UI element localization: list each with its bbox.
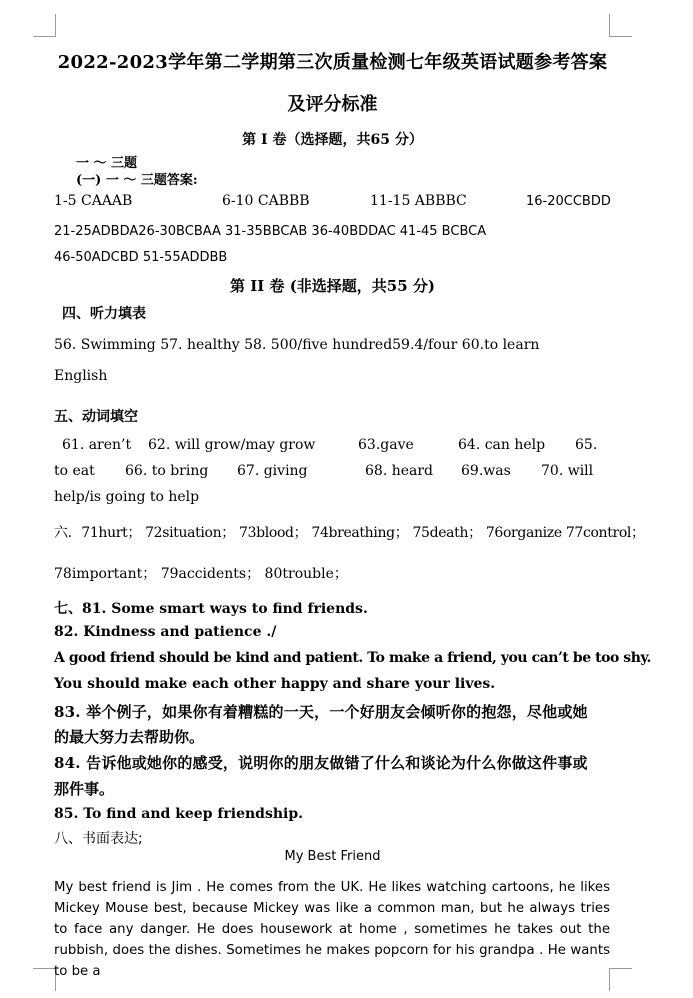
verb-answer: 68. heard (365, 463, 434, 479)
section1-sub: (一) 一 ～ 三题答案: (76, 173, 198, 188)
verb-answer: 63.gave (358, 437, 414, 453)
part1-heading: 第 I 卷（选择题，共65 分） (242, 132, 423, 148)
answer-group: 1-5 CAAAB (54, 193, 133, 209)
essay-body: My best friend is Jim . He comes from the UK. He likes watching cartoons, he likes Mickey Mouse best, because Mickey was like a common man, but he always tries to face any danger. He does housework at home , sometimes he takes out the rubbish, does the dishes. Sometimes he makes popcorn for his grandpa . He wants to be a (54, 880, 610, 979)
section8-heading: 八、书面表达; (54, 831, 143, 847)
page-corner-mark (609, 14, 632, 37)
verb-answer: to eat (54, 463, 95, 479)
verb-answer: 66. to bring (125, 463, 209, 479)
page-corner-mark (33, 14, 56, 37)
answer-group: 6-10 CABBB (222, 193, 310, 209)
verb-answer: 70. will (541, 463, 594, 479)
section1-label: 一 ～ 三题 (76, 156, 138, 171)
section4-answers: 56. Swimming 57. healthy 58. 500/five hundred59.4/four 60.to learn (54, 337, 540, 353)
verb-answer: 61. aren’t (62, 437, 132, 453)
question-82: 82. Kindness and patience ./ (54, 624, 277, 640)
verb-answer: 69.was (461, 463, 511, 479)
section4-heading: 四、听力填表 (62, 306, 146, 322)
essay-title: My Best Friend (284, 849, 381, 864)
verb-answer: 64. can help (458, 437, 546, 453)
document-title-line2: 及评分标准 (287, 94, 378, 115)
question-82-answer: A good friend should be kind and patient. To make a friend, you can’t be too shy. (54, 650, 651, 666)
section4-answers-cont: English (54, 368, 108, 384)
question-84: 84. 告诉他或她你的感受，说明你的朋友做错了什么和谈论为什么你做这件事或 (54, 754, 588, 772)
question-83-cont: 的最大努力去帮助你。 (54, 728, 205, 746)
answer-group: 16-20CCBDD (526, 194, 611, 209)
question-81: 七、81. Some smart ways to find friends. (54, 601, 368, 617)
question-84-cont: 那件事。 (54, 780, 115, 798)
verb-answer: 67. giving (237, 463, 308, 479)
page-corner-mark (33, 968, 56, 991)
part2-heading: 第 II 卷 (非选择题，共55 分) (230, 277, 435, 295)
section6-answers: 六．71hurt； 72situation； 73blood； 74breathing； 75death； 76organize 77control； (54, 525, 645, 541)
answers-row: 46-50ADCBD 51-55ADDBB (54, 250, 228, 265)
verb-answer-cont: help/is going to help (54, 489, 200, 505)
answer-group: 11-15 ABBBC (370, 193, 467, 209)
question-82-answer-cont: You should make each other happy and share your lives. (54, 676, 496, 692)
question-83: 83. 举个例子，如果你有着糟糕的一天，一个好朋友会倾听你的抱怨，尽他或她 (54, 703, 588, 721)
document-title: 2022-2023学年第二学期第三次质量检测七年级英语试题参考答案 (57, 52, 608, 73)
answers-row: 21-25ADBDA26-30BCBAA 31-35BBCAB 36-40BDDAC 41-45 BCBCA (54, 224, 487, 239)
verb-answer: 65. (575, 437, 598, 453)
page-corner-mark (609, 968, 632, 991)
verb-answer: 62. will grow/may grow (148, 437, 316, 453)
section5-heading: 五、动词填空 (54, 409, 138, 425)
question-85: 85. To find and keep friendship. (54, 806, 303, 822)
section6-answers-cont: 78important； 79accidents； 80trouble； (54, 566, 348, 582)
